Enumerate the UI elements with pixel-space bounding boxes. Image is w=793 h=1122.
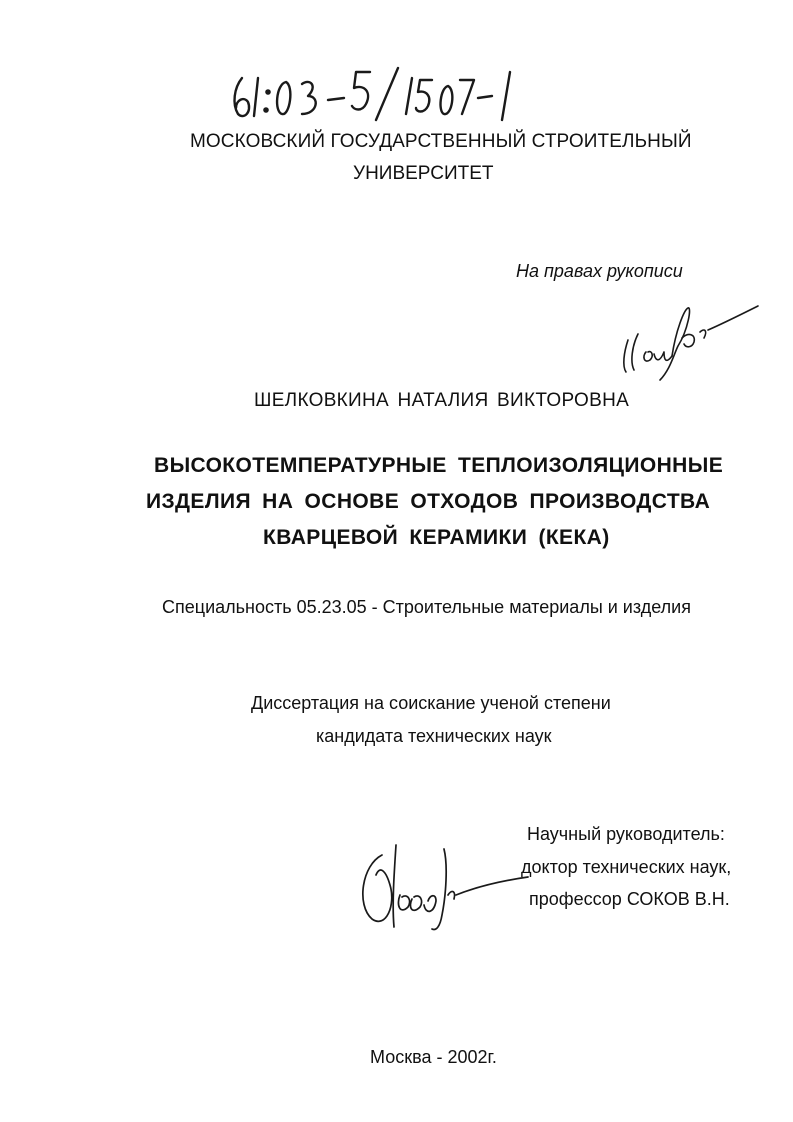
author-name: ШЕЛКОВКИНА НАТАЛИЯ ВИКТОРОВНА (254, 390, 630, 411)
university-name-line-1: МОСКОВСКИЙ ГОСУДАРСТВЕННЫЙ СТРОИТЕЛЬНЫЙ (190, 131, 692, 152)
dissertation-degree-line-2: кандидата технических наук (316, 726, 552, 746)
supervisor-label: Научный руководитель: (527, 824, 725, 844)
dissertation-title-line-2: ИЗДЕЛИЯ НА ОСНОВЕ ОТХОДОВ ПРОИЗВОДСТВА (146, 490, 711, 513)
handwritten-archive-number (228, 64, 518, 122)
supervisor-degree: доктор технических наук, (521, 857, 732, 877)
supervisor-signature-icon (352, 835, 532, 935)
dissertation-title-line-3: КВАРЦЕВОЙ КЕРАМИКИ (КЕКА) (263, 526, 610, 549)
university-name-line-2: УНИВЕРСИТЕТ (353, 163, 494, 184)
author-signature-icon (618, 290, 768, 385)
rights-note: На правах рукописи (516, 261, 683, 281)
dissertation-title-line-1: ВЫСОКОТЕМПЕРАТУРНЫЕ ТЕПЛОИЗОЛЯЦИОННЫЕ (154, 454, 724, 477)
supervisor-name: профессор СОКОВ В.Н. (529, 889, 730, 909)
place-and-year: Москва - 2002г. (370, 1047, 497, 1067)
dissertation-degree-line-1: Диссертация на соискание ученой степени (251, 693, 611, 713)
specialty-line: Специальность 05.23.05 - Строительные материалы и изделия (162, 597, 691, 617)
